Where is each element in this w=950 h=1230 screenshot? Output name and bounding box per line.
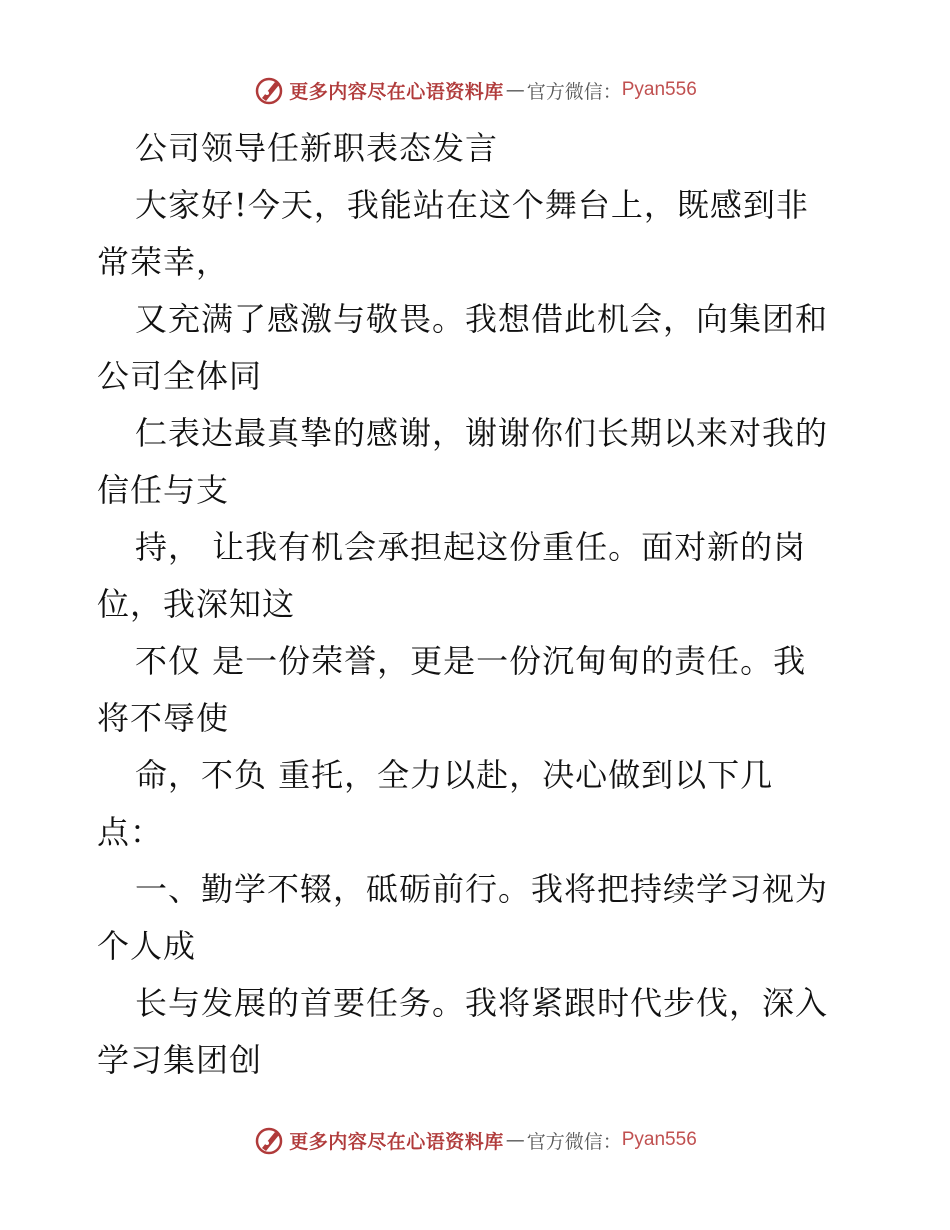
text-line: 不仅 是一份荣誉，更是一份沉甸甸的责任。我 [135,642,807,680]
text-line: 一、勤学不辍，砥砺前行。我将把持续学习视为 [135,870,829,908]
text-line: 长与发展的首要任务。我将紧跟时代步伐，深入 [135,984,829,1022]
watermark-wechat-id: Pyan556 [621,1129,697,1150]
text-line: 常荣幸， [97,243,230,281]
watermark-separator: — [505,1129,525,1151]
text-line: 位，我深知这 [97,585,296,623]
footer-watermark [0,1120,950,1160]
pen-logo-icon [253,1124,285,1156]
watermark-text: 更多内容尽在心语资料库 [289,80,504,103]
text-line: 个人成 [97,927,197,965]
text-line: 学习集团创 [97,1041,263,1079]
text-line: 信任与支 [97,471,230,509]
text-line: 大家好!今天，我能站在这个舞台上，既感到非 [135,186,809,224]
text-line: 点： [97,813,164,851]
text-line: 将不辱使 [97,699,230,737]
document-body [97,120,857,1089]
watermark-text: 更多内容尽在心语资料库 [289,1130,504,1153]
pen-logo-icon [253,74,285,106]
watermark-wechat-label: 官方微信： [526,80,622,103]
document-title: 公司领导任新职表态发言 [135,129,499,167]
watermark-wechat-id: Pyan556 [621,79,697,100]
text-line: 公司全体同 [97,357,263,395]
text-line: 持， 让我有机会承担起这份重任。面对新的岗 [135,528,807,566]
header-watermark [0,70,950,110]
watermark-wechat-label: 官方微信： [526,1130,622,1153]
watermark-separator: — [505,79,525,101]
text-line: 又充满了感激与敬畏。我想借此机会，向集团和 [135,300,829,338]
text-line: 仁表达最真挚的感谢，谢谢你们长期以来对我的 [135,414,829,452]
text-line: 命，不负 重托，全力以赴，决心做到以下几 [135,756,774,794]
